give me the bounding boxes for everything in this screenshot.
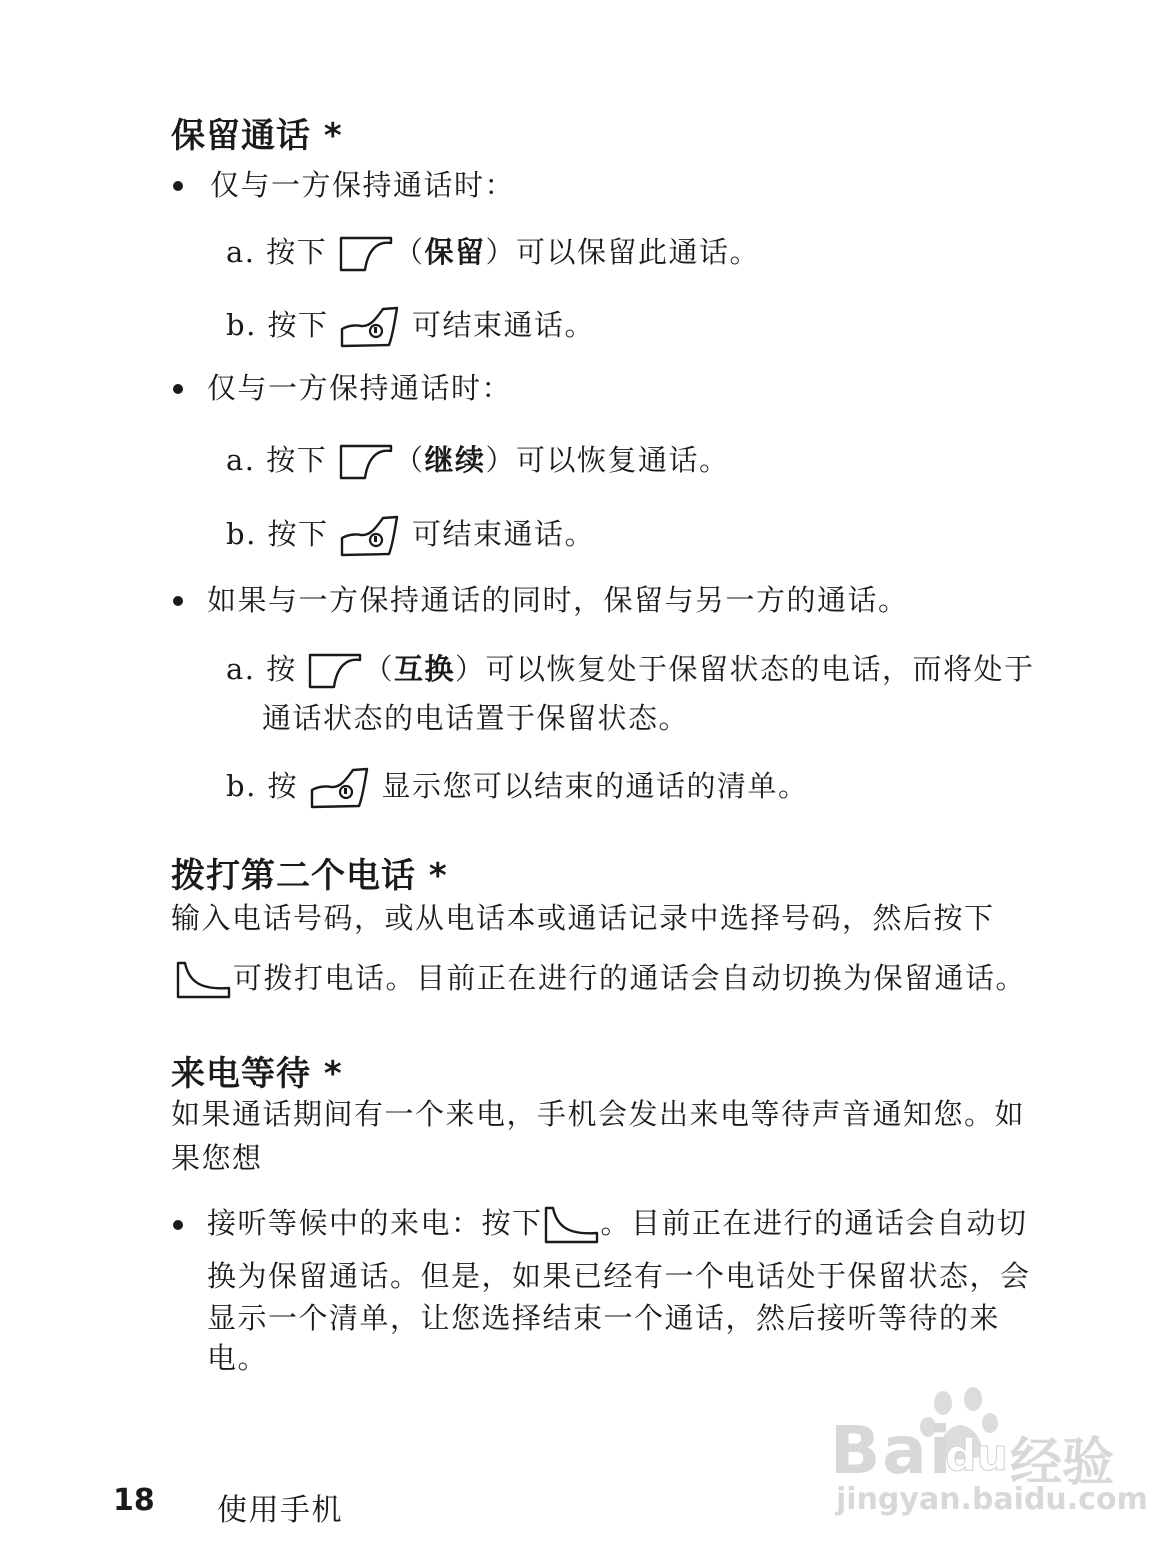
end-key-icon [339, 514, 401, 558]
step-label: a. [226, 652, 256, 686]
bullet [173, 384, 183, 394]
step-text: 可以恢复通话。 [516, 443, 730, 477]
watermark-url: jingyan.baidu.com [836, 1482, 1148, 1517]
step-text: 按下 [267, 517, 329, 551]
step-a: a. 按下 （继续）可以恢复通话。 [226, 440, 730, 481]
step-text: 按下 [266, 443, 328, 477]
bullet-text-continued: 显示一个清单，让您选择结束一个通话，然后接听等待的来 [207, 1301, 1001, 1335]
soft-key-icon [338, 235, 394, 273]
paragraph-line: 如果通话期间有一个来电，手机会发出来电等待声音通知您。如 [171, 1097, 1026, 1131]
step-text: 显示您可以结束的通话的清单。 [381, 769, 809, 803]
step-a: a. 按 （互换）可以恢复处于保留状态的电话，而将处于 [226, 649, 1035, 690]
chapter-title: 使用手机 [217, 1493, 343, 1528]
step-text: 可结束通话。 [411, 308, 595, 342]
section-heading-hold: 保留通话 * [171, 116, 343, 156]
bullet-text-post: 。目前正在进行的通话会自动切 [600, 1206, 1028, 1240]
step-text-continued: 通话状态的电话置于保留状态。 [262, 701, 690, 735]
watermark-brand-du: du [945, 1430, 1008, 1481]
key-label: 继续 [424, 443, 486, 477]
soft-key-icon [307, 652, 363, 690]
end-key-icon [339, 305, 401, 349]
bullet [173, 181, 183, 191]
step-label: a. [226, 235, 256, 269]
step-label: b. [226, 769, 257, 803]
page-number: 18 [113, 1483, 155, 1518]
step-text: 按 [266, 652, 297, 686]
bullet-text-continued: 电。 [207, 1341, 269, 1375]
bullet-text [207, 1203, 1028, 1245]
step-label: a. [226, 443, 256, 477]
step-text: 按下 [266, 235, 328, 269]
paragraph-line: 果您想 [171, 1141, 263, 1175]
step-text: 按下 [267, 308, 329, 342]
paragraph-text: 可拨打电话。目前正在进行的通话会自动切换为保留通话。 [233, 961, 1027, 995]
bullet [173, 1220, 183, 1230]
watermark-brand: Bai [830, 1412, 954, 1489]
step-b [226, 514, 595, 558]
step-text: 可结束通话。 [411, 517, 595, 551]
step-text: 可以保留此通话。 [516, 235, 761, 269]
key-label: 互换 [393, 652, 455, 686]
step-b [226, 305, 595, 349]
soft-key-icon [338, 443, 394, 481]
paragraph-line: 输入电话号码，或从电话本或通话记录中选择号码，然后按下 [171, 901, 995, 935]
step-label: b. [226, 517, 257, 551]
section-heading-call-waiting: 来电等待 * [171, 1054, 343, 1094]
send-key-icon [543, 1205, 601, 1245]
step-text: 可以恢复处于保留状态的电话，而将处于 [485, 652, 1035, 686]
section-heading-second-call: 拨打第二个电话 * [171, 856, 448, 896]
key-label: 保留 [424, 235, 486, 269]
bullet-text: 仅与一方保持通话时： [210, 168, 516, 202]
send-key-icon [175, 960, 233, 1000]
bullet-text: 如果与一方保持通话的同时，保留与另一方的通话。 [207, 583, 909, 617]
bullet-text: 仅与一方保持通话时： [207, 371, 513, 405]
step-a: a. 按下 （保留）可以保留此通话。 [226, 232, 760, 273]
step-text: 按 [267, 769, 299, 803]
paragraph-line [175, 958, 1026, 1000]
bullet [173, 596, 183, 606]
step-label: b. [226, 308, 257, 342]
step-b [226, 766, 808, 810]
bullet-text-pre: 接听等候中的来电：按下 [207, 1206, 543, 1240]
end-key-icon [309, 766, 371, 810]
bullet-text-continued: 换为保留通话。但是，如果已经有一个电话处于保留状态，会 [207, 1259, 1031, 1293]
watermark-cn: 经验 [1010, 1433, 1115, 1493]
